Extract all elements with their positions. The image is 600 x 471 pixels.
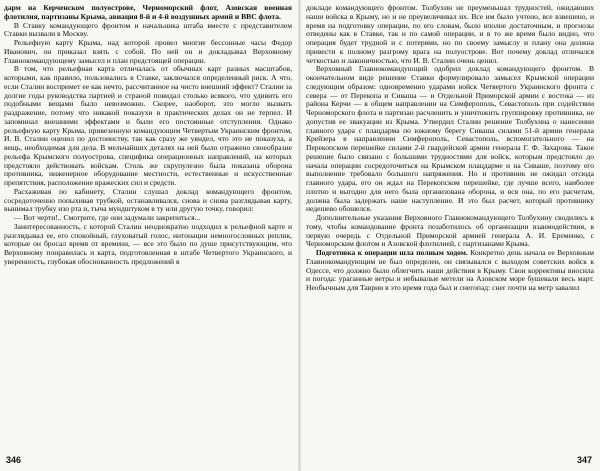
left-paragraph: [4, 65, 292, 188]
right-page-number: 347: [576, 455, 592, 465]
left-paragraph: [4, 223, 292, 267]
left-paragraph-text: — Вот черти!.. Смотрите, где они задумали закрепиться...: [13, 213, 201, 222]
right-paragraph-text: Верховный Главнокомандующий одобрил доклад командующего фронтом. В окончательном виде решение Ставки формулировало замысел Крымской операции следующим образом: одновременно ударами войск Четвертого Украинского фронта с севера — от Перекопа и Сиваша — и Отдельной Приморской армии с востока — из района Керчи — в общем направлении на Симферополь, Севастополь при содействии Черноморского флота и партизан расчленить и уничтожить группировку противника, не допустив ее эвакуации из Крыма. Утвердил Сталин решение Толбухина о нанесении главного удара с плацдарма по южному берегу Сиваша силами 51-й армии генерала Крейзера в направлении Симферополь, Севастополь, вспомогательного — на Перекопском перешейке силами 2-й гвардейской армии генерала Г. Ф. Захарова. Такое решение было связано с большими трудностями для войск, которым предстояло до начала операции сосредоточиться на Крымском плацдарме и на Сиваше, поэтому его выполнение требовало большого напряжения. Но и противник не ожидал отсюда главного удара, его он ждал на Перекопском перешейке, где лучше всего, наиболее плотно и выгодно для него была организована оборона, и вся она, по его расчетам, должна была задержать наше наступление. И это был расчет, который противнику недешево обошелся.: [306, 64, 594, 214]
left-paragraph-text: Заинтересованность, с которой Сталин неоднократно подходил к рельефной карте и разглядывал ее, его спокойный, глуховатый голос, интонации немногословных реплик, которые он бросал время от времени, — все это было по душе присутствующим, что Верховному понравилась и карта, подготовленная в штабе Четвертого Украинского, и уверенность, глубокая обоснованность предложений в: [4, 221, 292, 266]
right-paragraph-text: Конкретно день начала ее Верховным Главнокомандующим не был определен, он связывался с выходом советских войск к Одессе, что должно было облегчить наши действия в Крыму. Свои коррективы вносила и погода: ураганные ветры и небывалые метели на Азовском море бушевали весь март. Необычным для Таврии в это время года был и снегопад: снег почти на метр завалил: [306, 248, 594, 292]
left-paragraph: [4, 22, 292, 40]
left-page-number: 346: [6, 455, 22, 465]
left-paragraph-text: Рельефную карту Крыма, над которой провел многие бессонные часы Федор Иванович, он приказал взять с собой. По ней он и докладывал Верховному Главнокомандующему замысел и план предстоящей операции.: [4, 38, 292, 65]
right-paragraph-bold-lead: Подготовка к операции шла полным ходом.: [315, 248, 468, 257]
right-paragraph-text: Дополнительные указания Верховного Главнокомандующего Толбухину сводились к тому, чтобы командование фронта позаботилось об организации взаимодействия, в первую очередь с Отдельной Приморской армией генерала А. И. Еременко, с Черноморским флотом и Азовской флотилией, с партизанами Крыма.: [306, 213, 594, 249]
left-paragraph: [4, 4, 292, 22]
left-paragraph-text: В том, что рельефная карта отличалась от обычных карт разных масштабов, которыми, как правило, пользовались в Ставке, заключался определенный риск. А что, если Сталин воспримет ее как нечто, рассчитанное на чисто внешний эффект? Сталин за долгие годы руководства партией и страной повидал столько всякого, что удивить его подобными вещами было невозможно. Скорее, наоборот, это могло вызвать раздражение, потому что никакой показухи в практических делах он не терпел. И запоминал внешними эффектами и были его постоянные отступления. Однако рельефную карту Крыма, привезенную командующим Четвертым Украинским фронтом, И. В. Сталин оценил по достоинству, так как сразу же увидел, что это не показуха, а вещь, необходимая для дела. В мельчайших деталях на ней было отражено своеобразие рельефа Крымского полуострова, специфика операционных направлений, на которых предстояло действовать войскам. Столь же скрупулезно была показана оборона противника, инженерное оборудование местности, естественные и искусственные препятствия, расположение вражеских сил и средств.: [4, 64, 292, 187]
right-page-text: [306, 4, 594, 293]
right-paragraph: [306, 214, 594, 249]
right-paragraph: [306, 65, 594, 214]
right-paragraph: [306, 4, 594, 65]
left-paragraph-bold-lead: дарм на Керченском полуострове, Черноморский флот, Азовская военная флотилия, партизаны Крыма, авиация 8-й и 4-й воздушных армий и ВВС флота.: [4, 4, 292, 21]
book-gutter: [298, 0, 301, 471]
left-paragraph-text: В Ставку командующего фронтом и начальника штаба вместе с представителем Ставки вызвали в Москву.: [4, 20, 292, 39]
left-paragraph: [4, 39, 292, 65]
right-paragraph-text: докладе командующего фронтом. Толбухин не преуменьшал трудностей, ожидавших наши войска в Крыму, но и не преувеличивал их. Все им было учтено, все взвешено, и время на подготовку операции, по его словам, было вполне достаточным, и прогнозы отведены как в Ставке, так и по самой операции, и в то же время было видно, что операция будет трудной и с потерями, но по своему замыслу и плану она должна привести к полному разгрому врага на полуострове. Вот почему доклад отличался четкостью и лаконичностью, что И. В. Сталин очень ценил.: [306, 4, 594, 65]
left-paragraph: [4, 188, 292, 214]
right-paragraph: [306, 249, 594, 293]
right-page: [306, 4, 594, 467]
left-page: [4, 4, 292, 467]
left-paragraph-text: Расхаживая по кабинету, Сталин слушал доклад командующего фронтом, сосредоточенно попыхивая трубкой, останавливался, снова и снова разглядывая карту, вынимал трубку изо рта и, тыча мундштуком в ту или другую точку, говорил:: [4, 186, 292, 214]
left-page-text: [4, 4, 292, 267]
